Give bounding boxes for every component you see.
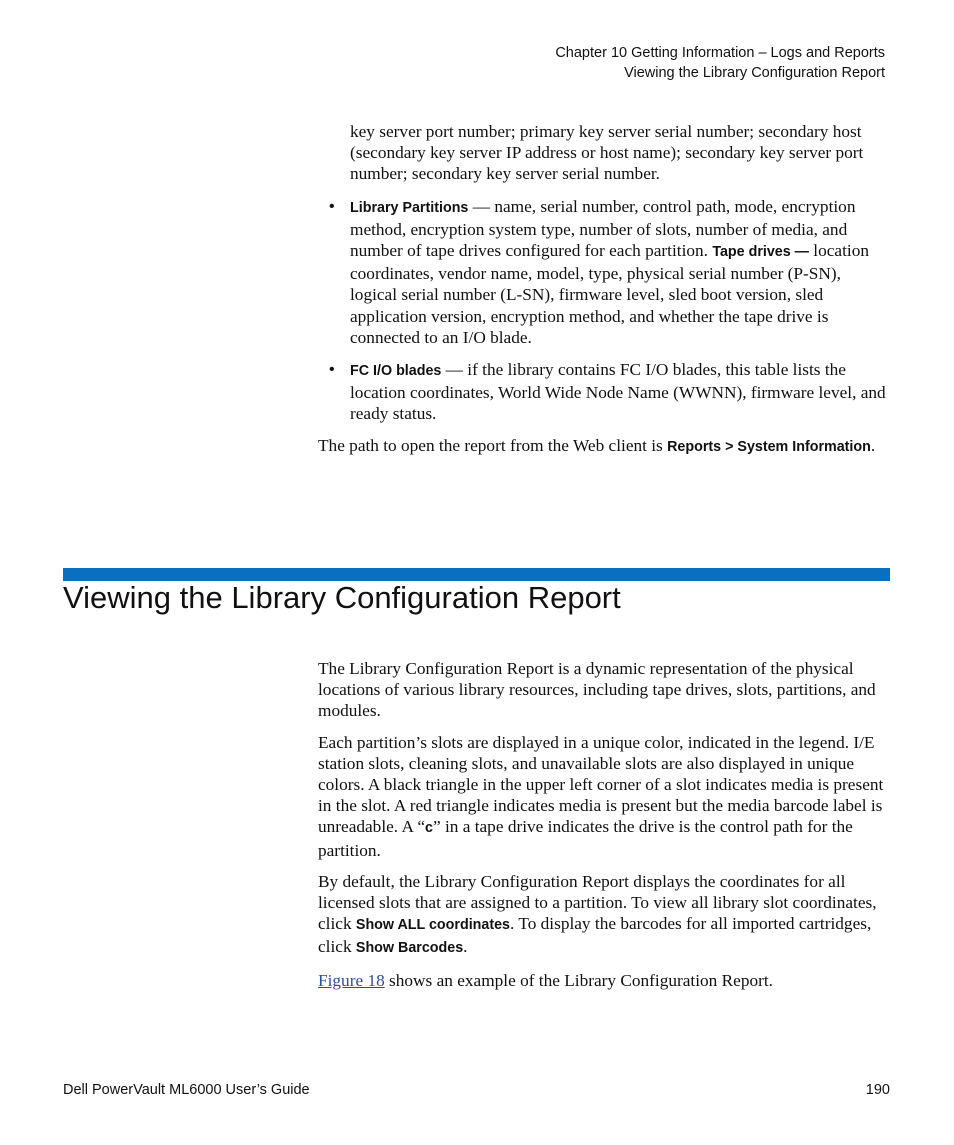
show-all-coordinates-label: Show ALL coordinates bbox=[355, 917, 511, 934]
coords-text-b: . To display the barcodes for all imported cartridges, click bbox=[318, 914, 872, 957]
section-body bbox=[318, 658, 890, 991]
paragraph-figure-ref bbox=[318, 970, 890, 991]
control-path-glyph: c bbox=[425, 820, 433, 837]
bullet-dash: — bbox=[468, 196, 495, 216]
path-text: The path to open the report from the Web client is bbox=[318, 435, 668, 455]
show-barcodes-label: Show Barcodes bbox=[355, 940, 464, 957]
legend-text-a: Each partition’s slots are displayed in a unique color, indicated in the legend. I/E station slots, cleaning slots, and unavailable slots are also displayed in unique colors. A black triangle in the upper left corner of a slot indicates media is present in the slot. A red triangle indicates media is present but the media barcode label is unreadable. A “ bbox=[318, 732, 884, 837]
bullet-term-tape-drives: Tape drives — bbox=[712, 244, 809, 261]
coords-text-c: . bbox=[463, 937, 468, 957]
figure-18-link[interactable]: Figure 18 bbox=[318, 970, 385, 990]
header-chapter: Chapter 10 Getting Information – Logs and Reports bbox=[555, 45, 885, 61]
menu-path: Reports > System Information bbox=[667, 438, 871, 455]
paragraph-coordinates bbox=[318, 871, 890, 960]
legend-text-b: ” in a tape drive indicates the drive is the control path for the partition. bbox=[318, 817, 853, 860]
figure-ref-text: shows an example of the Library Configuration Report. bbox=[384, 970, 773, 990]
bullet-text: if the library contains FC I/O blades, this table lists the location coordinates, World Wide Node Name (WWNN), firmware level, and ready status. bbox=[350, 360, 886, 424]
bullet-dot-icon: • bbox=[329, 361, 335, 379]
path-end: . bbox=[870, 435, 876, 455]
bullet-fc-io-blades bbox=[318, 359, 890, 425]
header-section: Viewing the Library Configuration Report bbox=[624, 65, 885, 81]
bullet-term: FC I/O blades bbox=[350, 363, 442, 380]
paragraph-legend bbox=[318, 732, 890, 861]
bullet-text: name, serial number, control path, mode, encryption method, encryption system type, number of slots, number of media, and number of tape drives configured for each partition. bbox=[350, 196, 856, 261]
footer-page-number: 190 bbox=[865, 1082, 890, 1098]
bullet-dot-icon: • bbox=[329, 197, 335, 215]
section-title: Viewing the Library Configuration Report bbox=[63, 580, 621, 615]
paragraph-intro: The Library Configuration Report is a dynamic representation of the physical locations of various library resources, including tape drives, slots, partitions, and modules. bbox=[318, 659, 876, 721]
continuation-paragraph: key server port number; primary key server serial number; secondary host (secondary key server IP address or host name); secondary key server port number; secondary key server serial number. bbox=[350, 122, 864, 184]
bullet-term: Library Partitions bbox=[350, 199, 469, 216]
intro-block bbox=[318, 121, 890, 458]
bullet-text-tape-drives: location coordinates, vendor name, model, type, physical serial number (P-SN), logical serial number (L-SN), firmware level, sled boot version, sled application version, encryption method, and whether the tape drive is connected to an I/O blade. bbox=[350, 241, 869, 347]
running-header bbox=[555, 43, 885, 83]
path-paragraph bbox=[318, 435, 890, 458]
coords-text-a: By default, the Library Configuration Report displays the coordinates for all licensed slots that are assigned to a partition. To view all library slot coordinates, click bbox=[318, 871, 877, 934]
bullet-dash: — bbox=[441, 360, 468, 380]
bullet-library-partitions bbox=[318, 196, 890, 348]
footer-guide-title: Dell PowerVault ML6000 User’s Guide bbox=[63, 1082, 310, 1098]
